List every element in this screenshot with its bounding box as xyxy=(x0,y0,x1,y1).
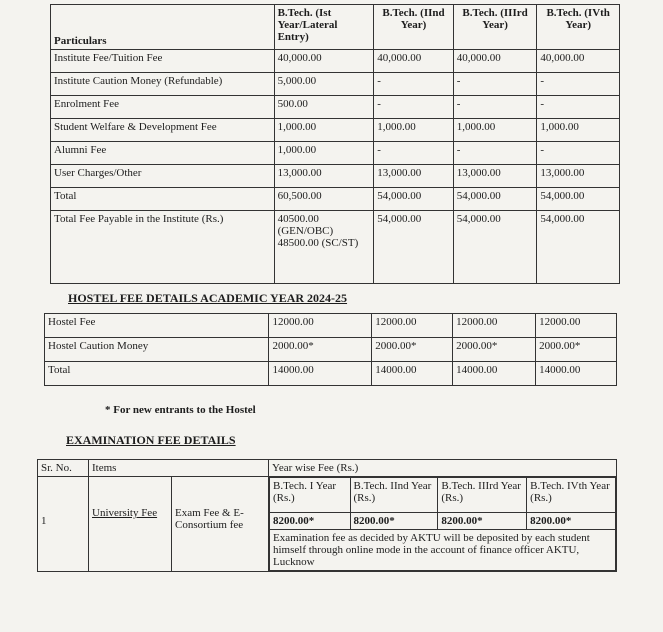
tuition-fee-table xyxy=(50,4,620,284)
table-cell: - xyxy=(537,96,620,119)
table-cell: 2000.00* xyxy=(269,338,372,362)
table-cell: - xyxy=(374,96,454,119)
table-cell: - xyxy=(453,73,537,96)
sr-no-cell: 1 xyxy=(38,477,89,572)
table-cell: 13,000.00 xyxy=(274,165,374,188)
table-cell: User Charges/Other xyxy=(51,165,275,188)
table-cell: Hostel Fee xyxy=(45,314,269,338)
exam-note: Examination fee as decided by AKTU will be deposited by each student himself through online mode in the account of finance officer AKTU, Lucknow xyxy=(270,530,616,571)
item-cell: University Fee xyxy=(89,477,172,572)
table-cell: Alumni Fee xyxy=(51,142,275,165)
table-cell: 1,000.00 xyxy=(274,142,374,165)
table-cell: 2000.00* xyxy=(536,338,617,362)
table-row xyxy=(51,188,620,211)
year-value-row xyxy=(270,513,616,530)
table-cell: 60,500.00 xyxy=(274,188,374,211)
table-cell: 14000.00 xyxy=(453,362,536,386)
table-row xyxy=(51,142,620,165)
table-cell: 500.00 xyxy=(274,96,374,119)
table-cell: 12000.00 xyxy=(269,314,372,338)
table-cell: - xyxy=(537,73,620,96)
year-label-row xyxy=(270,478,616,513)
table-row xyxy=(45,314,617,338)
table-cell: 40,000.00 xyxy=(537,50,620,73)
table-cell: 14000.00 xyxy=(269,362,372,386)
table-cell: Total Fee Payable in the Institute (Rs.) xyxy=(51,211,275,284)
exam-fee-table xyxy=(37,459,617,572)
table-row xyxy=(45,362,617,386)
table-cell: 40,000.00 xyxy=(274,50,374,73)
table-row xyxy=(38,477,617,572)
table-cell: Institute Fee/Tuition Fee xyxy=(51,50,275,73)
col-header-srno: Sr. No. xyxy=(38,460,89,477)
table-cell: 12000.00 xyxy=(372,314,453,338)
table-cell: 54,000.00 xyxy=(453,211,537,284)
hostel-fee-table xyxy=(44,313,617,386)
col-header-year2: B.Tech. (IInd Year) xyxy=(374,5,454,50)
table-cell: 1,000.00 xyxy=(274,119,374,142)
year-label: B.Tech. IInd Year (Rs.) xyxy=(350,478,438,513)
table-header-row xyxy=(38,460,617,477)
table-cell: 40500.00 (GEN/OBC) 48500.00 (SC/ST) xyxy=(274,211,374,284)
table-row xyxy=(51,165,620,188)
table-cell: - xyxy=(453,142,537,165)
subitem-cell: Exam Fee & E-Consortium fee xyxy=(172,477,269,572)
table-cell: Hostel Caution Money xyxy=(45,338,269,362)
table-cell: 2000.00* xyxy=(372,338,453,362)
table-row xyxy=(51,73,620,96)
table-row xyxy=(51,96,620,119)
year-value: 8200.00* xyxy=(527,513,616,530)
hostel-section-title: HOSTEL FEE DETAILS ACADEMIC YEAR 2024-25 xyxy=(68,291,348,305)
table-cell: - xyxy=(537,142,620,165)
table-cell: 54,000.00 xyxy=(537,211,620,284)
table-cell: - xyxy=(374,73,454,96)
table-cell: 14000.00 xyxy=(372,362,453,386)
table-cell: Institute Caution Money (Refundable) xyxy=(51,73,275,96)
table-cell: 40,000.00 xyxy=(453,50,537,73)
year-value: 8200.00* xyxy=(438,513,527,530)
table-cell: Total xyxy=(51,188,275,211)
table-cell: - xyxy=(374,142,454,165)
year-label: B.Tech. IIIrd Year (Rs.) xyxy=(438,478,527,513)
table-row xyxy=(51,50,620,73)
table-cell: 54,000.00 xyxy=(374,211,454,284)
table-cell: 5,000.00 xyxy=(274,73,374,96)
yearwise-fee-inner-table xyxy=(269,477,616,571)
exam-note-row xyxy=(270,530,616,571)
table-cell: Enrolment Fee xyxy=(51,96,275,119)
table-cell: 12000.00 xyxy=(453,314,536,338)
table-cell: 54,000.00 xyxy=(453,188,537,211)
yearwise-fee-block xyxy=(269,477,617,572)
col-header-year1: B.Tech. (Ist Year/Lateral Entry) xyxy=(274,5,374,50)
hostel-footnote: * For new entrants to the Hostel xyxy=(105,404,256,416)
exam-section-title: EXAMINATION FEE DETAILS xyxy=(66,433,236,447)
col-header-year4: B.Tech. (IVth Year) xyxy=(537,5,620,50)
year-label: B.Tech. IVth Year (Rs.) xyxy=(527,478,616,513)
table-row xyxy=(51,211,620,284)
table-cell: 14000.00 xyxy=(536,362,617,386)
table-header-row xyxy=(51,5,620,50)
table-cell: 40,000.00 xyxy=(374,50,454,73)
table-cell: 13,000.00 xyxy=(537,165,620,188)
table-cell: 1,000.00 xyxy=(453,119,537,142)
col-header-items: Items xyxy=(89,460,269,477)
year-value: 8200.00* xyxy=(350,513,438,530)
table-cell: 54,000.00 xyxy=(374,188,454,211)
year-value: 8200.00* xyxy=(270,513,351,530)
table-cell: 13,000.00 xyxy=(453,165,537,188)
table-cell: Total xyxy=(45,362,269,386)
table-cell: Student Welfare & Development Fee xyxy=(51,119,275,142)
table-cell: - xyxy=(453,96,537,119)
table-cell: 12000.00 xyxy=(536,314,617,338)
col-header-year3: B.Tech. (IIIrd Year) xyxy=(453,5,537,50)
table-row xyxy=(51,119,620,142)
col-header-particulars: Particulars xyxy=(51,5,275,50)
table-cell: 13,000.00 xyxy=(374,165,454,188)
table-cell: 1,000.00 xyxy=(537,119,620,142)
table-cell: 54,000.00 xyxy=(537,188,620,211)
table-cell: 2000.00* xyxy=(453,338,536,362)
col-header-yearwise: Year wise Fee (Rs.) xyxy=(269,460,617,477)
year-label: B.Tech. I Year (Rs.) xyxy=(270,478,351,513)
table-row xyxy=(45,338,617,362)
table-cell: 1,000.00 xyxy=(374,119,454,142)
